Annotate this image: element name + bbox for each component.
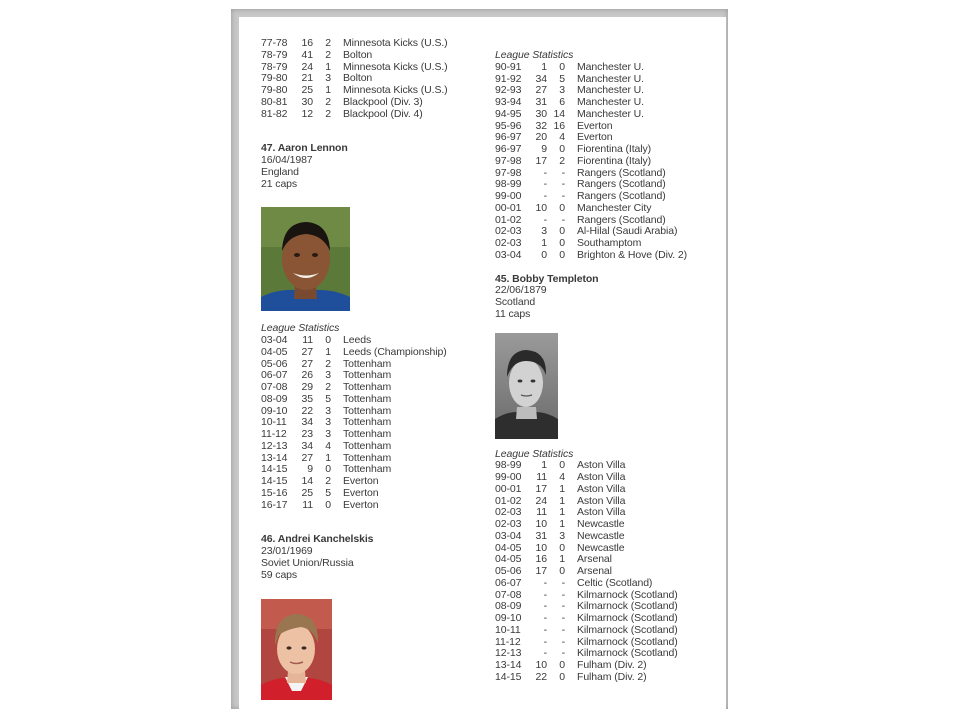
goals-cell: 0 bbox=[325, 498, 331, 511]
goals-cell: 0 bbox=[325, 463, 331, 476]
season-cell: 08-09 bbox=[495, 600, 522, 613]
stats-row bbox=[495, 531, 721, 543]
goals-cell: 1 bbox=[325, 345, 331, 358]
stats-table-lennon bbox=[261, 335, 481, 511]
season-cell: 79-80 bbox=[261, 72, 288, 85]
season-cell: 06-07 bbox=[261, 369, 288, 382]
goals-cell: 3 bbox=[325, 428, 331, 440]
club-cell: Blackpool (Div. 4) bbox=[343, 107, 423, 120]
season-cell: 05-06 bbox=[495, 565, 522, 577]
club-cell: Aston Villa bbox=[577, 506, 626, 519]
club-cell: Leeds (Championship) bbox=[343, 345, 447, 358]
goals-cell: 0 bbox=[559, 670, 565, 683]
player-photo-templeton bbox=[495, 333, 558, 439]
goals-cell: 2 bbox=[325, 357, 331, 370]
stats-row bbox=[495, 191, 721, 203]
season-cell: 90-91 bbox=[495, 60, 522, 73]
season-cell: 10-11 bbox=[495, 623, 521, 636]
apps-cell: 41 bbox=[301, 48, 313, 61]
top-stats-table bbox=[261, 38, 481, 120]
goals-cell: 0 bbox=[559, 201, 565, 214]
stats-row bbox=[495, 62, 721, 74]
goals-cell: 4 bbox=[325, 439, 331, 452]
club-cell: Fiorentina (Italy) bbox=[577, 143, 652, 155]
apps-cell: 24 bbox=[535, 494, 547, 507]
season-cell: 01-02 bbox=[495, 494, 522, 507]
goals-cell: 1 bbox=[559, 518, 565, 530]
goals-cell: 2 bbox=[325, 95, 331, 108]
season-cell: 09-10 bbox=[495, 612, 522, 624]
goals-cell: - bbox=[561, 635, 565, 648]
season-cell: 04-05 bbox=[495, 553, 522, 566]
club-cell: Everton bbox=[343, 486, 379, 499]
player-dob: 16/04/1987 bbox=[261, 154, 313, 166]
season-cell: 97-98 bbox=[495, 154, 522, 167]
goals-cell: 2 bbox=[559, 154, 565, 167]
goals-cell: 0 bbox=[559, 237, 565, 249]
club-cell: Everton bbox=[343, 498, 379, 511]
goals-cell: 1 bbox=[559, 506, 565, 519]
stats-row bbox=[495, 109, 721, 121]
season-cell: 11-12 bbox=[261, 428, 287, 440]
club-cell: Manchester U. bbox=[577, 84, 644, 97]
club-cell: Manchester U. bbox=[577, 96, 644, 108]
club-cell: Newcastle bbox=[577, 541, 625, 554]
goals-cell: - bbox=[561, 612, 565, 624]
apps-cell: 32 bbox=[535, 119, 547, 132]
stats-row bbox=[495, 578, 721, 590]
stats-row bbox=[495, 472, 721, 484]
apps-cell: 12 bbox=[301, 107, 313, 120]
season-cell: 15-16 bbox=[261, 486, 288, 499]
season-cell: 12-13 bbox=[495, 647, 522, 660]
season-cell: 07-08 bbox=[261, 381, 288, 393]
season-cell: 98-99 bbox=[495, 459, 522, 472]
season-cell: 77-78 bbox=[261, 37, 288, 49]
goals-cell: 3 bbox=[325, 72, 331, 85]
apps-cell: 29 bbox=[301, 381, 313, 393]
season-cell: 04-05 bbox=[261, 345, 288, 358]
club-cell: Kilmarnock (Scotland) bbox=[577, 588, 678, 601]
goals-cell: 3 bbox=[325, 416, 331, 429]
stats-row bbox=[495, 625, 721, 637]
club-cell: Al-Hilal (Saudi Arabia) bbox=[577, 225, 678, 238]
stats-row bbox=[495, 203, 721, 215]
club-cell: Tottenham bbox=[343, 416, 392, 429]
apps-cell: - bbox=[543, 612, 547, 624]
apps-cell: 27 bbox=[301, 451, 313, 464]
club-cell: Southamptom bbox=[577, 237, 642, 249]
stats-heading-templeton: League Statistics bbox=[495, 447, 574, 460]
stats-row bbox=[261, 500, 481, 512]
goals-cell: - bbox=[561, 600, 565, 613]
stats-row bbox=[495, 519, 721, 531]
season-cell: 96-97 bbox=[495, 143, 522, 155]
right-column bbox=[495, 50, 721, 684]
apps-cell: 34 bbox=[535, 72, 547, 85]
goals-cell: 2 bbox=[325, 475, 331, 487]
goals-cell: 1 bbox=[559, 553, 565, 566]
player-title-kanchelskis: 46. Andrei Kanchelskis bbox=[261, 533, 374, 546]
club-cell: Arsenal bbox=[577, 553, 612, 566]
goals-cell: 1 bbox=[325, 60, 331, 73]
club-cell: Manchester U. bbox=[577, 72, 644, 85]
goals-cell: 5 bbox=[325, 392, 331, 405]
stats-row bbox=[261, 441, 481, 453]
goals-cell: 2 bbox=[325, 107, 331, 120]
apps-cell: - bbox=[543, 178, 547, 191]
apps-cell: 22 bbox=[301, 404, 313, 417]
club-cell: Kilmarnock (Scotland) bbox=[577, 600, 678, 613]
stats-heading-lennon: League Statistics bbox=[261, 322, 340, 335]
goals-cell: 0 bbox=[559, 143, 565, 155]
season-cell: 04-05 bbox=[495, 541, 522, 554]
club-cell: Fiorentina (Italy) bbox=[577, 154, 652, 167]
season-cell: 13-14 bbox=[261, 451, 288, 464]
season-cell: 08-09 bbox=[261, 392, 288, 405]
club-cell: Manchester U. bbox=[577, 60, 644, 73]
goals-cell: 3 bbox=[325, 369, 331, 382]
club-cell: Rangers (Scotland) bbox=[577, 178, 666, 191]
apps-cell: 20 bbox=[535, 131, 547, 144]
club-cell: Arsenal bbox=[577, 565, 612, 577]
stats-row bbox=[261, 382, 481, 394]
goals-cell: 0 bbox=[559, 60, 565, 73]
season-cell: 06-07 bbox=[495, 576, 522, 589]
goals-cell: 3 bbox=[559, 529, 565, 542]
club-cell: Tottenham bbox=[343, 357, 392, 370]
stats-row bbox=[495, 97, 721, 109]
goals-cell: - bbox=[561, 166, 565, 179]
season-cell: 14-15 bbox=[261, 463, 288, 476]
stats-row bbox=[495, 156, 721, 168]
stats-row bbox=[495, 484, 721, 496]
season-cell: 99-00 bbox=[495, 471, 522, 483]
club-cell: Aston Villa bbox=[577, 459, 626, 472]
club-cell: Manchester U. bbox=[577, 107, 644, 120]
apps-cell: 1 bbox=[541, 459, 547, 472]
goals-cell: 5 bbox=[559, 72, 565, 85]
club-cell: Tottenham bbox=[343, 451, 392, 464]
season-cell: 81-82 bbox=[261, 107, 288, 120]
club-cell: Tottenham bbox=[343, 463, 392, 476]
goals-cell: - bbox=[561, 190, 565, 202]
club-cell: Bolton bbox=[343, 72, 373, 85]
season-cell: 00-01 bbox=[495, 482, 522, 495]
club-cell: Kilmarnock (Scotland) bbox=[577, 647, 678, 660]
stats-row bbox=[261, 335, 481, 347]
apps-cell: 10 bbox=[535, 541, 547, 554]
season-cell: 95-96 bbox=[495, 119, 522, 132]
season-cell: 09-10 bbox=[261, 404, 288, 417]
apps-cell: 34 bbox=[301, 439, 313, 452]
club-cell: Brighton & Hove (Div. 2) bbox=[577, 248, 688, 261]
apps-cell: 17 bbox=[535, 565, 547, 577]
season-cell: 02-03 bbox=[495, 225, 522, 238]
apps-cell: 11 bbox=[302, 498, 313, 511]
goals-cell: 2 bbox=[325, 37, 331, 49]
goals-cell: 2 bbox=[325, 48, 331, 61]
player-caps: 21 caps bbox=[261, 177, 298, 190]
goals-cell: 1 bbox=[559, 494, 565, 507]
apps-cell: 27 bbox=[301, 357, 313, 370]
club-cell: Rangers (Scotland) bbox=[577, 166, 666, 179]
player-country: Scotland bbox=[495, 296, 536, 308]
club-cell: Tottenham bbox=[343, 404, 392, 417]
club-cell: Tottenham bbox=[343, 428, 392, 440]
season-cell: 96-97 bbox=[495, 131, 522, 144]
apps-cell: 31 bbox=[535, 529, 547, 542]
apps-cell: - bbox=[543, 647, 547, 660]
season-cell: 10-11 bbox=[261, 416, 287, 429]
season-cell: 02-03 bbox=[495, 237, 522, 249]
season-cell: 12-13 bbox=[261, 439, 288, 452]
document-frame bbox=[231, 9, 728, 709]
apps-cell: - bbox=[543, 588, 547, 601]
stats-row bbox=[261, 38, 481, 50]
club-cell: Blackpool (Div. 3) bbox=[343, 95, 423, 108]
club-cell: Fulham (Div. 2) bbox=[577, 670, 647, 683]
apps-cell: - bbox=[543, 576, 547, 589]
stats-table-templeton bbox=[495, 460, 721, 683]
apps-cell: 1 bbox=[541, 237, 547, 249]
goals-cell: 1 bbox=[559, 482, 565, 495]
goals-cell: 1 bbox=[325, 84, 331, 96]
apps-cell: - bbox=[543, 623, 547, 636]
goals-cell: 14 bbox=[553, 107, 565, 120]
goals-cell: - bbox=[561, 213, 565, 226]
club-cell: Minnesota Kicks (U.S.) bbox=[343, 60, 448, 73]
goals-cell: 6 bbox=[559, 96, 565, 108]
apps-cell: - bbox=[543, 635, 547, 648]
club-cell: Manchester City bbox=[577, 201, 652, 214]
goals-cell: 0 bbox=[559, 248, 565, 261]
club-cell: Everton bbox=[343, 475, 379, 487]
apps-cell: 17 bbox=[535, 154, 547, 167]
stats-row bbox=[261, 394, 481, 406]
apps-cell: 16 bbox=[301, 37, 313, 49]
player-title-templeton: 45. Bobby Templeton bbox=[495, 272, 599, 285]
season-cell: 16-17 bbox=[261, 498, 288, 511]
club-cell: Kilmarnock (Scotland) bbox=[577, 623, 678, 636]
goals-cell: - bbox=[561, 588, 565, 601]
season-cell: 03-04 bbox=[261, 334, 288, 346]
apps-cell: 27 bbox=[535, 84, 547, 97]
player-photo-lennon bbox=[261, 207, 350, 311]
season-cell: 80-81 bbox=[261, 95, 288, 108]
goals-cell: 0 bbox=[559, 659, 565, 671]
club-cell: Minnesota Kicks (U.S.) bbox=[343, 37, 448, 49]
season-cell: 93-94 bbox=[495, 96, 522, 108]
club-cell: Tottenham bbox=[343, 381, 392, 393]
club-cell: Tottenham bbox=[343, 392, 392, 405]
goals-cell: 0 bbox=[559, 541, 565, 554]
stats-row bbox=[261, 476, 481, 488]
club-cell: Newcastle bbox=[577, 518, 625, 530]
goals-cell: 1 bbox=[325, 451, 331, 464]
stats-table-kanchelskis bbox=[495, 62, 721, 262]
club-cell: Bolton bbox=[343, 48, 373, 61]
club-cell: Kilmarnock (Scotland) bbox=[577, 635, 678, 648]
player-caps: 11 caps bbox=[495, 307, 531, 320]
season-cell: 98-99 bbox=[495, 178, 522, 191]
club-cell: Minnesota Kicks (U.S.) bbox=[343, 84, 448, 96]
player-dob: 22/06/1879 bbox=[495, 284, 547, 297]
apps-cell: 30 bbox=[301, 95, 313, 108]
stats-row bbox=[495, 660, 721, 672]
season-cell: 97-98 bbox=[495, 166, 522, 179]
stats-row bbox=[495, 566, 721, 578]
player-country: England bbox=[261, 165, 299, 178]
apps-cell: 35 bbox=[301, 392, 313, 405]
stats-row bbox=[261, 347, 481, 359]
club-cell: Newcastle bbox=[577, 529, 625, 542]
apps-cell: 14 bbox=[301, 475, 313, 487]
player-dob: 23/01/1969 bbox=[261, 545, 313, 557]
goals-cell: 3 bbox=[559, 84, 565, 97]
apps-cell: 17 bbox=[535, 482, 547, 495]
goals-cell: 0 bbox=[325, 334, 331, 346]
club-cell: Celtic (Scotland) bbox=[577, 576, 653, 589]
stats-row bbox=[261, 109, 481, 121]
apps-cell: 22 bbox=[535, 670, 547, 683]
season-cell: 01-02 bbox=[495, 213, 522, 226]
season-cell: 14-15 bbox=[495, 670, 522, 683]
apps-cell: - bbox=[543, 190, 547, 202]
goals-cell: 4 bbox=[559, 471, 565, 483]
club-cell: Tottenham bbox=[343, 439, 392, 452]
season-cell: 03-04 bbox=[495, 529, 522, 542]
stats-row bbox=[261, 429, 481, 441]
apps-cell: 11 bbox=[536, 471, 547, 483]
apps-cell: 9 bbox=[541, 143, 547, 155]
goals-cell: 0 bbox=[559, 459, 565, 472]
stats-row bbox=[261, 488, 481, 500]
goals-cell: - bbox=[561, 576, 565, 589]
season-cell: 07-08 bbox=[495, 588, 522, 601]
season-cell: 91-92 bbox=[495, 72, 522, 85]
goals-cell: 2 bbox=[325, 381, 331, 393]
apps-cell: 10 bbox=[535, 659, 547, 671]
apps-cell: 9 bbox=[307, 463, 313, 476]
stats-row bbox=[261, 97, 481, 109]
stats-heading-kanchelskis: League Statistics bbox=[495, 49, 574, 61]
club-cell: Everton bbox=[577, 131, 613, 144]
apps-cell: 31 bbox=[535, 96, 547, 108]
stats-row bbox=[495, 250, 721, 262]
apps-cell: 10 bbox=[535, 518, 547, 530]
season-cell: 05-06 bbox=[261, 357, 288, 370]
season-cell: 02-03 bbox=[495, 506, 522, 519]
season-cell: 79-80 bbox=[261, 84, 288, 96]
apps-cell: 26 bbox=[301, 369, 313, 382]
stats-row bbox=[495, 672, 721, 684]
season-cell: 03-04 bbox=[495, 248, 522, 261]
season-cell: 94-95 bbox=[495, 107, 522, 120]
club-cell: Rangers (Scotland) bbox=[577, 190, 666, 202]
apps-cell: 24 bbox=[301, 60, 313, 73]
stats-row bbox=[261, 50, 481, 62]
club-cell: Everton bbox=[577, 119, 613, 132]
club-cell: Leeds bbox=[343, 334, 372, 346]
apps-cell: - bbox=[543, 166, 547, 179]
apps-cell: 27 bbox=[301, 345, 313, 358]
apps-cell: 25 bbox=[301, 84, 313, 96]
club-cell: Fulham (Div. 2) bbox=[577, 659, 647, 671]
stats-row bbox=[495, 613, 721, 625]
apps-cell: 34 bbox=[301, 416, 313, 429]
season-cell: 14-15 bbox=[261, 475, 288, 487]
left-column bbox=[261, 38, 481, 700]
season-cell: 11-12 bbox=[495, 635, 521, 648]
player-country: Soviet Union/Russia bbox=[261, 556, 354, 569]
season-cell: 78-79 bbox=[261, 48, 288, 61]
apps-cell: 10 bbox=[535, 201, 547, 214]
goals-cell: 0 bbox=[559, 565, 565, 577]
apps-cell: 21 bbox=[301, 72, 313, 85]
club-cell: Rangers (Scotland) bbox=[577, 213, 666, 226]
stats-row bbox=[495, 238, 721, 250]
season-cell: 13-14 bbox=[495, 659, 522, 671]
goals-cell: 5 bbox=[325, 486, 331, 499]
club-cell: Aston Villa bbox=[577, 482, 626, 495]
club-cell: Tottenham bbox=[343, 369, 392, 382]
club-cell: Aston Villa bbox=[577, 494, 626, 507]
club-cell: Aston Villa bbox=[577, 471, 626, 483]
apps-cell: 25 bbox=[301, 486, 313, 499]
document-page bbox=[239, 17, 726, 709]
apps-cell: 30 bbox=[535, 107, 547, 120]
goals-cell: 16 bbox=[553, 119, 565, 132]
season-cell: 99-00 bbox=[495, 190, 522, 202]
goals-cell: 4 bbox=[559, 131, 565, 144]
goals-cell: - bbox=[561, 623, 565, 636]
season-cell: 92-93 bbox=[495, 84, 522, 97]
apps-cell: 11 bbox=[536, 506, 547, 519]
season-cell: 02-03 bbox=[495, 518, 522, 530]
goals-cell: 0 bbox=[559, 225, 565, 238]
goals-cell: 3 bbox=[325, 404, 331, 417]
apps-cell: - bbox=[543, 600, 547, 613]
goals-cell: - bbox=[561, 178, 565, 191]
apps-cell: 3 bbox=[541, 225, 547, 238]
apps-cell: 16 bbox=[535, 553, 547, 566]
player-title-lennon: 47. Aaron Lennon bbox=[261, 142, 348, 155]
club-cell: Kilmarnock (Scotland) bbox=[577, 612, 678, 624]
apps-cell: 1 bbox=[541, 60, 547, 73]
season-cell: 00-01 bbox=[495, 201, 522, 214]
player-photo-kanchelskis bbox=[261, 599, 332, 700]
apps-cell: 11 bbox=[302, 334, 313, 346]
season-cell: 78-79 bbox=[261, 60, 288, 73]
apps-cell: 0 bbox=[541, 248, 547, 261]
goals-cell: - bbox=[561, 647, 565, 660]
player-caps: 59 caps bbox=[261, 568, 298, 581]
stats-row bbox=[495, 144, 721, 156]
apps-cell: - bbox=[543, 213, 547, 226]
apps-cell: 23 bbox=[301, 428, 313, 440]
stats-row bbox=[261, 85, 481, 97]
